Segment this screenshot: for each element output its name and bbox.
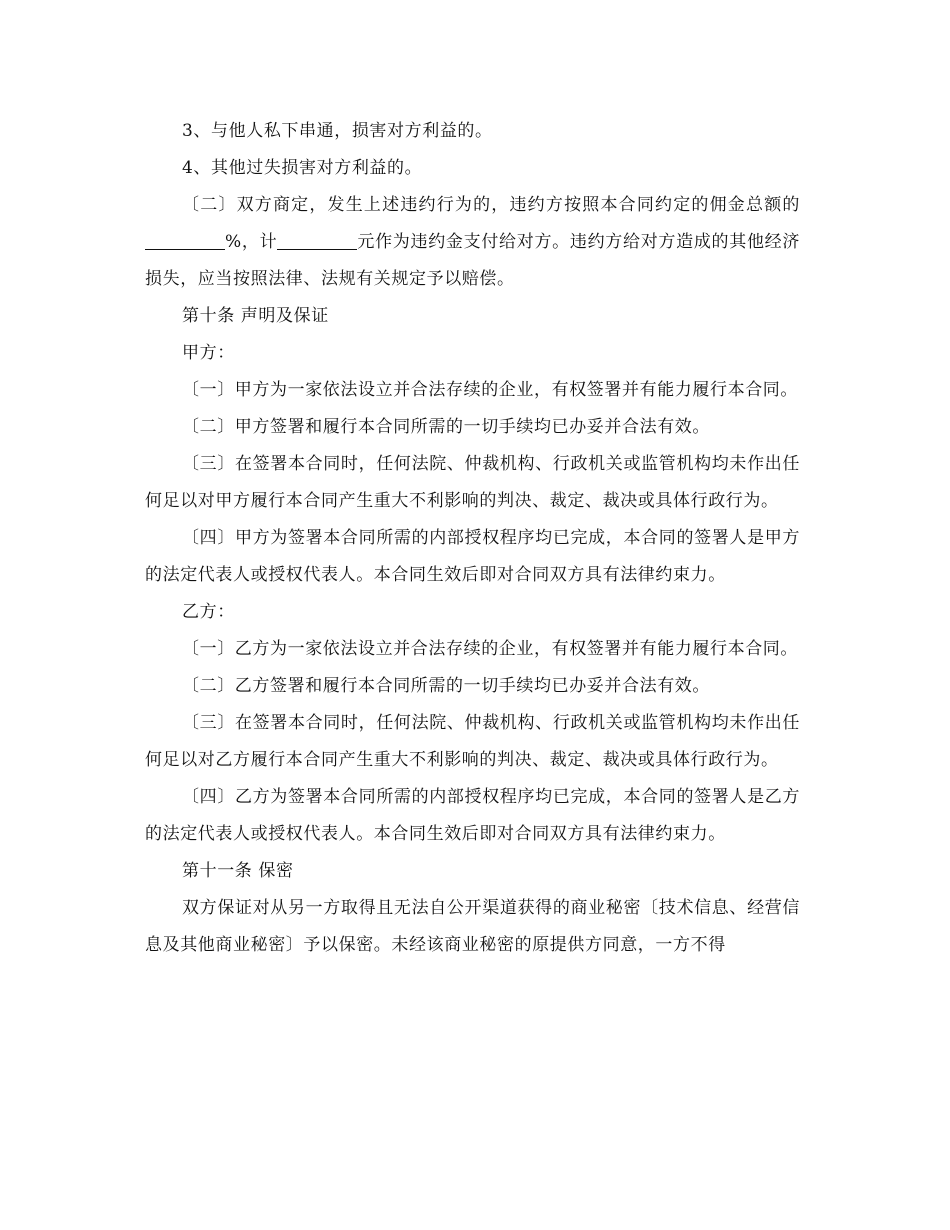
article-10-title: 第十条 声明及保证 — [182, 306, 329, 326]
clause-item-3: 3、与他人私下串通，损害对方利益的。 — [182, 121, 493, 141]
party-b-label: 乙方： — [182, 602, 235, 622]
penalty-text-part1: 〔二〕双方商定，发生上述违约行为的，违约方按照本合同约定的佣金总额的 — [182, 195, 800, 215]
clause-item-4: 4、其他过失损害对方利益的。 — [182, 158, 423, 178]
penalty-text-part2: %，计 — [225, 232, 278, 252]
party-b-item-4: 〔四〕乙方为签署本合同所需的内部授权程序均已完成，本合同的签署人是乙方的法定代表人或授权代表人。本合同生效后即对合同双方具有法律约束力。 — [145, 787, 800, 844]
penalty-text-part3: 元作为违约金支付给对方。违约方给对方造成的其他经济损失，应当按照法律、法规有关规定予以赔偿。 — [145, 232, 800, 289]
percentage-blank — [145, 229, 225, 250]
party-b-item-2: 〔二〕乙方签署和履行本合同所需的一切手续均已办妥并合法有效。 — [182, 676, 710, 696]
party-a-item-4: 〔四〕甲方为签署本合同所需的内部授权程序均已完成，本合同的签署人是甲方的法定代表人或授权代表人。本合同生效后即对合同双方具有法律约束力。 — [145, 528, 800, 585]
penalty-clause — [145, 187, 800, 298]
party-b-item-1: 〔一〕乙方为一家依法设立并合法存续的企业，有权签署并有能力履行本合同。 — [182, 639, 798, 659]
document-body — [145, 113, 800, 964]
party-a-item-3: 〔三〕在签署本合同时，任何法院、仲裁机构、行政机关或监管机构均未作出任何足以对甲方履行本合同产生重大不利影响的判决、裁定、裁决或具体行政行为。 — [145, 454, 800, 511]
party-a-item-1: 〔一〕甲方为一家依法设立并合法存续的企业，有权签署并有能力履行本合同。 — [182, 380, 798, 400]
party-a-label: 甲方： — [182, 343, 235, 363]
article-11-title: 第十一条 保密 — [182, 861, 294, 881]
amount-blank — [277, 229, 357, 250]
confidentiality-clause: 双方保证对从另一方取得且无法自公开渠道获得的商业秘密〔技术信息、经营信息及其他商业秘密〕予以保密。未经该商业秘密的原提供方同意，一方不得 — [145, 898, 800, 955]
party-b-item-3: 〔三〕在签署本合同时，任何法院、仲裁机构、行政机关或监管机构均未作出任何足以对乙方履行本合同产生重大不利影响的判决、裁定、裁决或具体行政行为。 — [145, 713, 800, 770]
party-a-item-2: 〔二〕甲方签署和履行本合同所需的一切手续均已办妥并合法有效。 — [182, 417, 710, 437]
